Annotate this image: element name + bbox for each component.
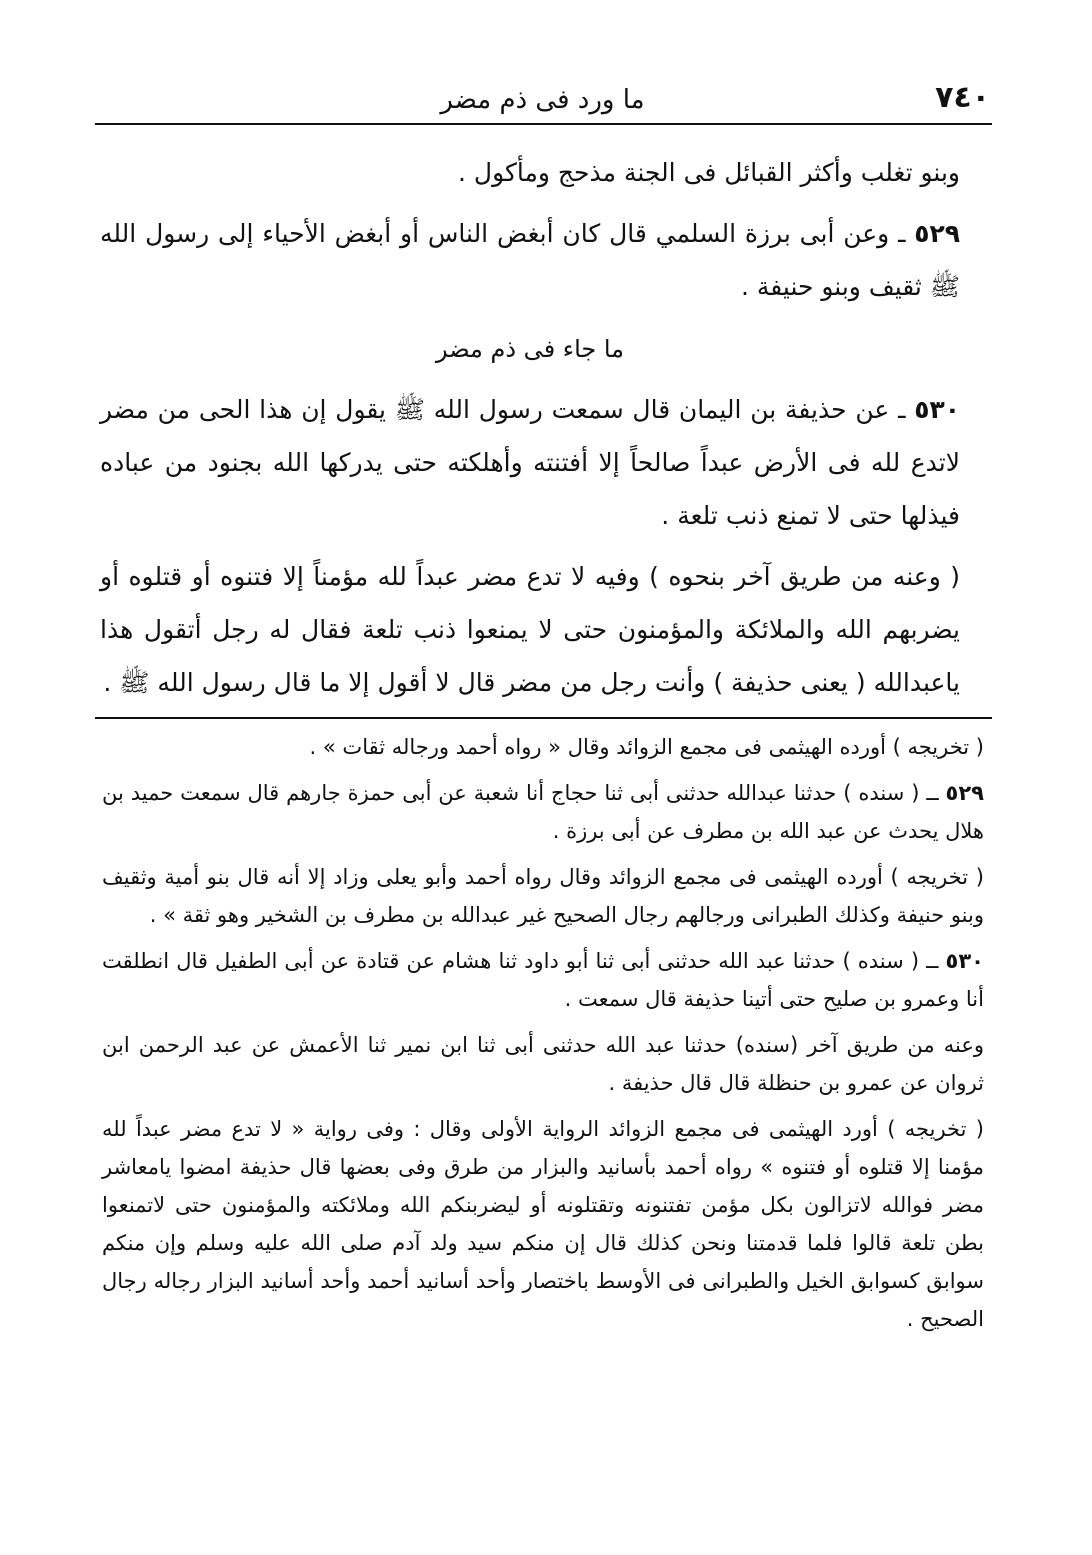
footnote: وعنه من طريق آخر (سنده) حدثنا عبد الله حدثنى أبى ثنا ابن نمير ثنا الأعمش عن عبد الرحمن ابن ثروان عن عمرو بن حنظلة قال قال حذيفة . — [102, 1033, 984, 1095]
page-number: ٧٤٠ — [935, 80, 990, 115]
footnote: ٥٢٩ ــ ( سنده ) حدثنا عبدالله حدثنى أبى ثنا حجاج أنا شعبة عن أبى حمزة جارهم قال سمعت حميد بن هلال يحدث عن عبد الله بن مطرف عن أبى برزة . — [102, 781, 984, 843]
footnote-number: ٥٢٩ — [945, 781, 984, 805]
footnote: ( تخريجه ) أورد الهيثمى فى مجمع الزوائد الرواية الأولى وقال : وفى رواية « لا تدع مضر عبداً لله مؤمنا إلا قتلوه أو فتنوه » رواه أحمد بأسانيد والبزار من طرق وفى بعضها قال حذيفة امضوا يامعاشر مضر فوالله لاتزالون بكل مؤمن تفتنونه وتقتلونه أو ليضربنكم الله وملائكته والمؤمنون حتى لاتمنعوا بطن تلعة قالوا فلما قدمتنا ونحن كذلك قال إن منكم سيد ولد آدم صلى الله عليه وسلم وإن منكم سوابق كسوابق الخيل والطبرانى فى الأوسط باختصار وأحد أسانيد أحمد وأحد أسانيد البزار رجاله رجال الصحيح . — [102, 1117, 984, 1331]
hadith-number: ٥٢٩ — [914, 219, 960, 248]
footnotes — [102, 728, 984, 1346]
footnote: ( تخريجه ) أورده الهيثمى فى مجمع الزوائد وقال « رواه أحمد ورجاله ثقات » . — [309, 735, 984, 759]
main-paragraph: وبنو تغلب وأكثر القبائل فى الجنة مذحج ومأكول . — [458, 158, 960, 187]
hadith-530: ٥٣٠ ـ عن حذيفة بن اليمان قال سمعت رسول الله ﷺ يقول إن هذا الحى من مضر لاتدع لله فى الأرض عبداً صالحاً إلا أفتنته وأهلكته حتى يدركها الله بجنود من عباده فيذلها حتى لا تمنع ذنب تلعة . — [100, 395, 960, 530]
section-heading: ما جاء فى ذم مضر — [435, 335, 625, 363]
running-title: ما ورد فى ذم مضر — [440, 85, 645, 115]
hadith-530-variant: ( وعنه من طريق آخر بنحوه ) وفيه لا تدع مضر عبداً لله مؤمناً إلا فتنوه أو قتلوه أو يضربهم الله والملائكة والمؤمنون حتى لا يمنعوا ذنب تلعة فقال له رجل أتقول هذا ياعبدالله ( يعنى حذيفة ) وأنت رجل من مضر قال لا أقول إلا ما قال رسول الله ﷺ . — [100, 562, 960, 697]
page-header — [95, 78, 990, 122]
header-rule — [95, 123, 992, 125]
hadith-529: ٥٢٩ ـ وعن أبى برزة السلمي قال كان أبغض الناس أو أبغض الأحياء إلى رسول الله ﷺ ثقيف وبنو حنيفة . — [100, 219, 960, 301]
footnote-number: ٥٣٠ — [945, 949, 984, 973]
hadith-number: ٥٣٠ — [914, 395, 960, 424]
main-text — [100, 146, 960, 717]
footnote: ( تخريجه ) أورده الهيثمى فى مجمع الزوائد وقال رواه أحمد وأبو يعلى وزاد إلا أنه قال بنو أمية وثقيف وبنو حنيفة وكذلك الطبرانى ورجالهم رجال الصحيح غير عبدالله بن مطرف بن الشخير وهو ثقة » . — [102, 865, 984, 927]
footnote-rule — [95, 717, 992, 719]
footnote: ٥٣٠ ــ ( سنده ) حدثنا عبد الله حدثنى أبى ثنا أبو داود ثنا هشام عن قتادة عن أبى الطفيل قال انطلقت أنا وعمرو بن صليح حتى أتينا حذيفة قال سمعت . — [102, 949, 984, 1011]
